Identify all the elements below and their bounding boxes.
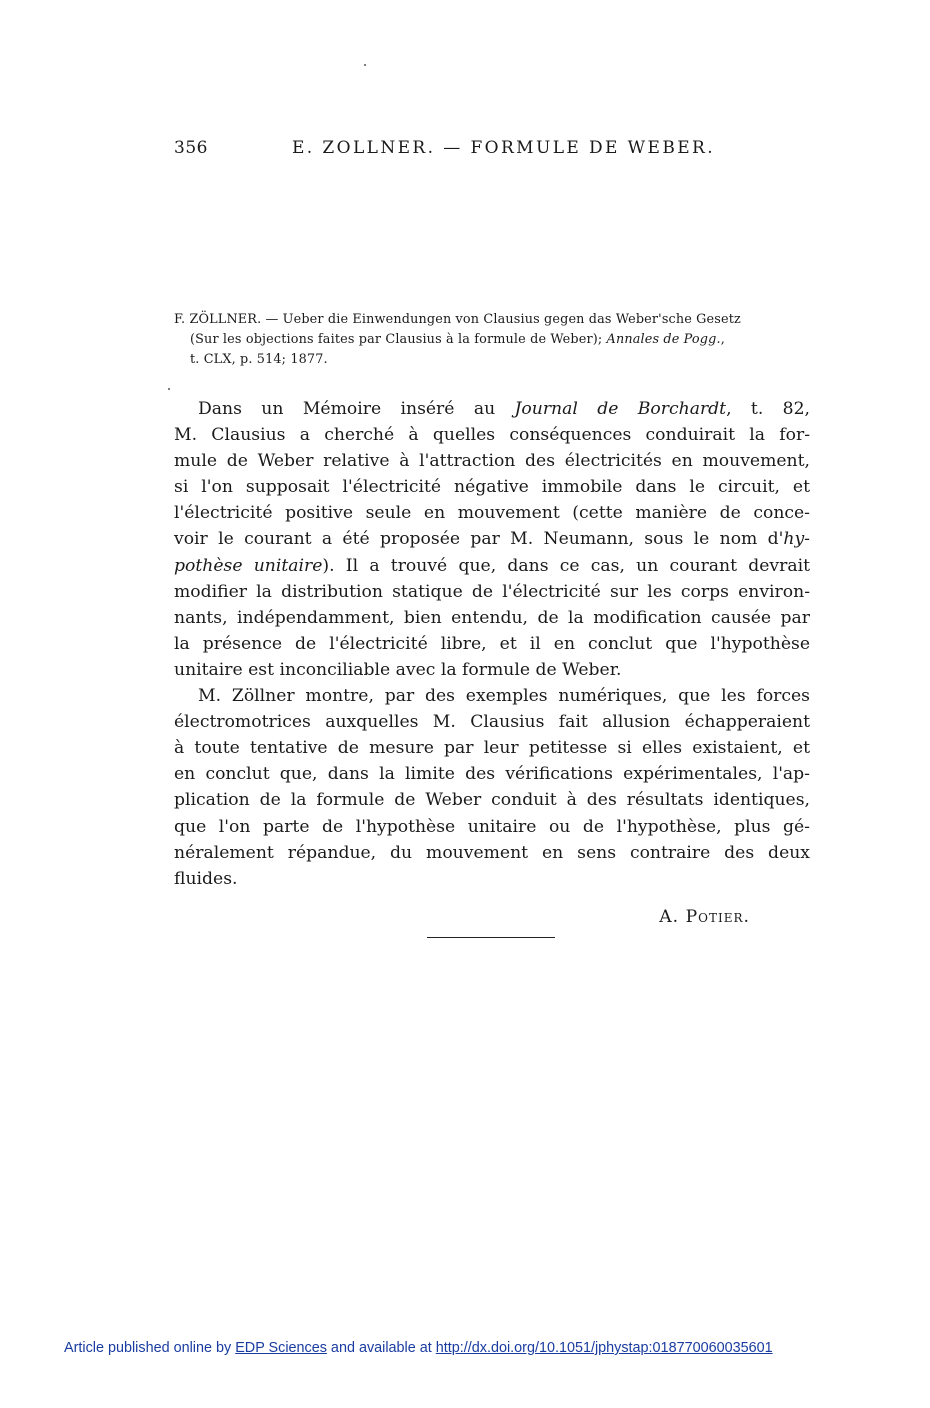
text-line: M. Zöllner montre, par des exemples numériques, que les forces bbox=[198, 686, 810, 707]
text-line: M. Clausius a cherché à quelles conséquences conduirait la for- bbox=[174, 425, 810, 446]
reference-author: F. ZÖLLNER. bbox=[174, 312, 262, 327]
text-line: unitaire est inconciliable avec la formule de Weber. bbox=[174, 659, 622, 680]
text-line: nants, indépendamment, bien entendu, de la modification causée par bbox=[174, 607, 810, 628]
text-line: à toute tentative de mesure par leur petitesse si elles existaient, et bbox=[174, 738, 810, 759]
journal-title: Journal de Borchardt bbox=[514, 399, 727, 419]
scan-speck bbox=[168, 388, 170, 390]
doi-link[interactable]: http://dx.doi.org/10.1051/jphystap:018770060035601 bbox=[435, 1340, 773, 1356]
publisher-link[interactable]: EDP Sciences bbox=[235, 1340, 327, 1356]
text-line: Dans un Mémoire inséré au Journal de Borchardt, t. 82, bbox=[198, 399, 811, 419]
text-line: pothèse unitaire). Il a trouvé que, dans ce cas, un courant devrait bbox=[174, 555, 810, 576]
scan-speck bbox=[364, 64, 366, 66]
reference-line-1 bbox=[174, 310, 814, 330]
page-number: 356 bbox=[174, 138, 208, 158]
publication-footer: Article published online by EDP Sciences and available at http://dx.doi.org/10.1051/jphystap:018770060035601 bbox=[64, 1340, 773, 1356]
reference-line-2: (Sur les objections faites par Clausius à la formule de Weber); Annales de Pogg., bbox=[190, 332, 725, 347]
paragraph-1 bbox=[174, 396, 810, 683]
text-line: que l'on parte de l'hypothèse unitaire ou de l'hypothèse, plus gé- bbox=[174, 816, 810, 837]
text-line: modifier la distribution statique de l'électricité sur les corps environ- bbox=[174, 581, 810, 602]
text-line: en conclut que, dans la limite des vérifications expérimentales, l'ap- bbox=[174, 764, 810, 785]
bibliographic-reference bbox=[174, 310, 814, 370]
paragraph-2 bbox=[174, 683, 810, 892]
article-body bbox=[174, 396, 810, 892]
text-line: si l'on supposait l'électricité négative immobile dans le circuit, et bbox=[174, 477, 810, 498]
text-line: plication de la formule de Weber conduit à des résultats identiques, bbox=[174, 790, 810, 811]
reference-journal: Annales de Pogg. bbox=[606, 332, 721, 347]
text-line: voir le courant a été proposée par M. Neumann, sous le nom d'hy- bbox=[174, 529, 810, 550]
text-line: fluides. bbox=[174, 868, 238, 889]
text-line: la présence de l'électricité libre, et il en conclut que l'hypothèse bbox=[174, 633, 810, 654]
page-header bbox=[174, 138, 716, 164]
reference-line-3: t. CLX, p. 514; 1877. bbox=[190, 352, 328, 367]
running-head: E. ZOLLNER. — FORMULE DE WEBER. bbox=[292, 138, 716, 158]
text-line: néralement répandue, du mouvement en sens contraire des deux bbox=[174, 842, 810, 863]
section-end-rule bbox=[427, 937, 555, 938]
text-line: l'électricité positive seule en mouvement (cette manière de conce- bbox=[174, 503, 810, 524]
author-signature: A. Potier. bbox=[659, 907, 750, 927]
text-line: mule de Weber relative à l'attraction des électricités en mouvement, bbox=[174, 451, 810, 472]
text-line: électromotrices auxquelles M. Clausius fait allusion échapperaient bbox=[174, 712, 810, 733]
reference-title: — Ueber die Einwendungen von Clausius gegen das Weber'sche Gesetz bbox=[261, 312, 741, 327]
